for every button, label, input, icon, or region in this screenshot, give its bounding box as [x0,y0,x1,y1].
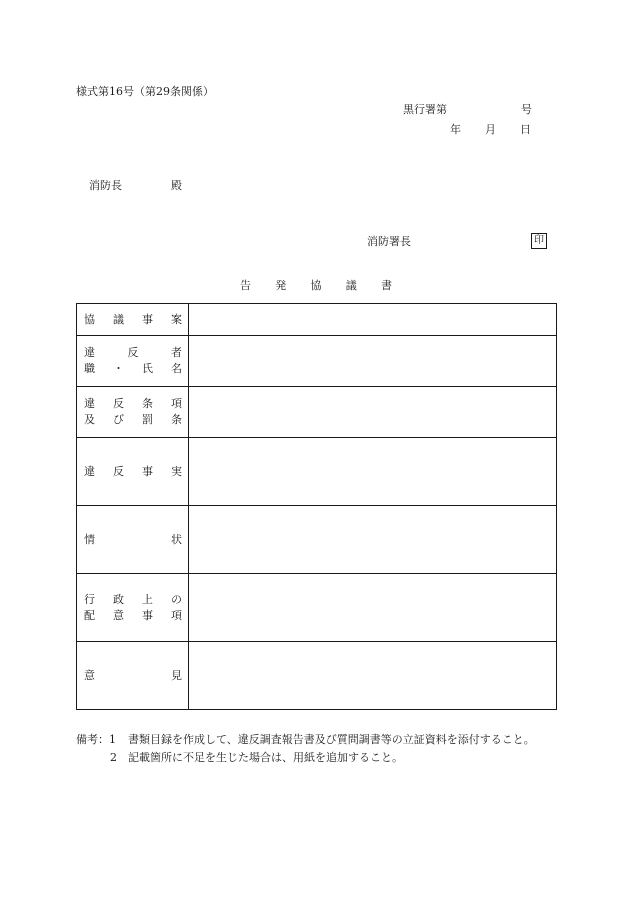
row-label-char: 政 [113,592,124,606]
row-label-char: 情 [84,532,95,546]
row-label-char: 案 [171,312,182,326]
document-title-char: 議 [345,279,357,292]
row-label-line [84,668,182,684]
row-label-line [84,464,182,480]
row-label-char: 項 [171,608,182,622]
row-label [77,642,189,710]
row-label-char: 氏 [142,362,153,375]
row-label [77,336,189,387]
row-label-char: 職 [84,362,95,375]
row-value-field[interactable] [189,506,557,574]
row-label [77,506,189,574]
document-number-prefix: 黒行署第 [403,103,447,116]
row-admin-notes [77,574,557,642]
row-label-char: 事 [142,312,153,326]
addressee-title: 消防長 [89,179,122,192]
row-articles [77,387,557,438]
row-value-field[interactable] [189,387,557,438]
row-label-line [84,608,182,624]
row-label [77,574,189,642]
document-title-char: 告 [240,279,251,292]
notes-label: 備考：1 [76,733,116,746]
row-label-line [84,532,182,548]
row-label-char: 条 [142,397,153,410]
row-label-char: ・ [113,362,124,375]
row-label-char: 事 [142,464,153,478]
row-label-char: 意 [113,608,124,622]
date-year-label: 年 [450,123,461,136]
document-number-suffix: 号 [521,103,532,116]
row-label-line [84,396,182,412]
row-circumstances [77,506,557,574]
row-label-char: 行 [84,592,95,606]
row-label-char: び [113,413,124,426]
agreement-form-table [76,303,557,710]
row-label-char: 項 [171,397,182,410]
document-title [240,280,392,291]
row-label-char: 条 [171,413,182,426]
form-number: 様式第16号（第29条関係） [76,85,214,98]
row-label-char: 上 [142,592,153,606]
row-label-line [84,412,182,428]
row-value-field[interactable] [189,438,557,506]
document-title-char: 書 [381,279,392,292]
row-label [77,438,189,506]
row-label [77,387,189,438]
note-item-2: 記載箇所に不足を生じた場合は、用紙を追加すること。 [128,751,403,764]
row-label-char: 者 [171,346,182,359]
row-label-char: 違 [84,397,95,410]
row-label-char: 反 [113,464,124,478]
date-month-label: 月 [485,123,496,136]
row-value-field[interactable] [189,304,557,336]
note-item-2-number: 2 [110,751,117,764]
row-label-char: 見 [171,668,182,682]
row-label-char: 名 [171,362,182,375]
row-facts [77,438,557,506]
row-opinion [77,642,557,710]
row-label-char: 意 [84,668,95,682]
row-label-line [84,592,182,608]
row-value-field[interactable] [189,642,557,710]
row-label-char: 事 [142,608,153,622]
row-violator [77,336,557,387]
addressee-honorific: 殿 [171,179,182,192]
row-label [77,304,189,336]
row-label-char: 反 [113,397,124,410]
row-label-line [84,312,182,328]
row-label-char: の [171,592,182,606]
document-title-char: 協 [310,279,322,292]
row-label-char: 実 [171,464,182,478]
row-label-char: 罰 [142,413,153,426]
row-value-field[interactable] [189,574,557,642]
row-label-char: 状 [171,532,182,546]
row-label-char: 違 [84,346,95,359]
row-label-char: 違 [84,464,95,478]
document-title-char: 発 [275,279,287,292]
row-label-char: 反 [127,346,139,359]
note-item-1: 書類目録を作成して、違反調査報告書及び質問調書等の立証資料を添付すること。 [128,733,535,746]
row-label-char: 及 [84,413,95,426]
row-label-char: 配 [84,608,95,622]
sender-title: 消防署長 [367,235,411,248]
row-label-line [84,361,182,377]
row-value-field[interactable] [189,336,557,387]
row-label-line [84,345,182,361]
row-case [77,304,557,336]
seal-mark: 印 [531,233,547,249]
row-label-char: 議 [113,312,124,326]
date-day-label: 日 [520,123,531,136]
row-label-char: 協 [84,312,95,326]
